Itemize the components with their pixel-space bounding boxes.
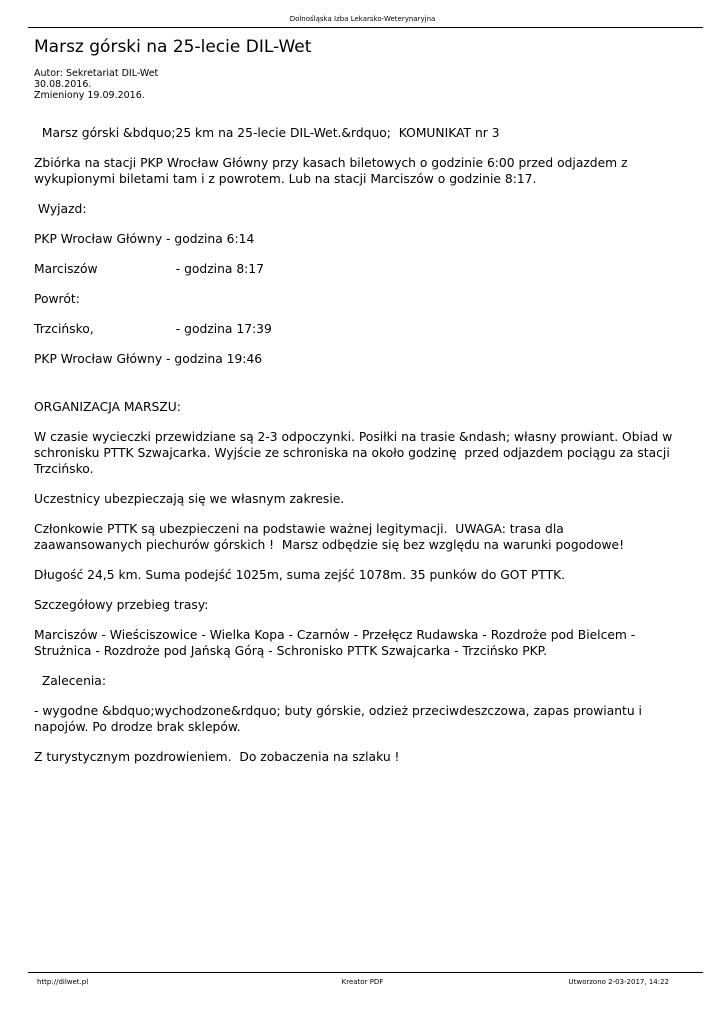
article-meta (34, 68, 158, 101)
paragraph: W czasie wycieczki przewidziane są 2-3 odpoczynki. Posiłki na trasie &ndash; własny prowiant. Obiad w schronisku PTTK Szwajcarka. Wyjście ze schroniska na około godzinę przed odjazdem pociągu za stacji Trzcińsko. (34, 430, 677, 476)
article-body (34, 125, 677, 779)
created-date: 30.08.2016. (34, 79, 92, 90)
author-line: Autor: Sekretariat DIL-Wet (34, 68, 159, 79)
section-heading: ORGANIZACJA MARSZU: (34, 400, 181, 414)
paragraph: Zbiórka na stacji PKP Wrocław Główny przy kasach biletowych o godzinie 6:00 przed odjazdem z wykupionymi biletami tam i z powrotem. Lub na stacji Marciszów o godzinie 8:17. (34, 156, 632, 186)
footer-divider (28, 972, 703, 973)
paragraph: Długość 24,5 km. Suma podejść 1025m, suma zejść 1078m. 35 punków do GOT PTTK. (34, 568, 566, 582)
footer-url: http://dilwet.pl (37, 978, 89, 986)
article-title: Marsz górski na 25-lecie DIL-Wet (34, 37, 312, 57)
paragraph: Z turystycznym pozdrowieniem. Do zobaczenia na szlaku ! (34, 750, 400, 764)
paragraph: Uczestnicy ubezpieczają się we własnym zakresie. (34, 492, 345, 506)
paragraph: Wyjazd: (34, 202, 87, 216)
modified-line: Zmieniony 19.09.2016. (34, 90, 145, 101)
footer-generator: Kreator PDF (341, 978, 384, 986)
footer-created: Utworzono 2-03-2017, 14:22 (568, 978, 669, 986)
paragraph: PKP Wrocław Główny - godzina 6:14 (34, 232, 255, 246)
paragraph: PKP Wrocław Główny - godzina 19:46 (34, 352, 263, 366)
paragraph: Zalecenia: (34, 674, 106, 688)
header-divider (28, 27, 703, 28)
paragraph: Trzcińsko, - godzina 17:39 (34, 322, 272, 336)
paragraph: Marciszów - godzina 8:17 (34, 262, 264, 276)
paragraph: Marciszów - Wieściszowice - Wielka Kopa - Czarnów - Przełęcz Rudawska - Rozdroże pod Bielcem - Strużnica - Rozdroże pod Jańską Górą - Schronisko PTTK Szwajcarka - Trzcińsko PKP. (34, 628, 640, 658)
paragraph: - wygodne &bdquo;wychodzone&rdquo; buty górskie, odzież przeciwdeszczowa, zapas prowiantu i napojów. Po drodze brak sklepów. (34, 704, 646, 734)
paragraph: Szczegółowy przebieg trasy: (34, 598, 209, 612)
paragraph: Marsz górski &bdquo;25 km na 25-lecie DIL-Wet.&rdquo; KOMUNIKAT nr 3 (34, 126, 500, 140)
page-header: Dolnośląska Izba Lekarsko-Weterynaryjna (289, 15, 436, 23)
paragraph: Członkowie PTTK są ubezpieczeni na podstawie ważnej legitymacji. UWAGA: trasa dla zaawansowanych piechurów górskich ! Marsz odbędzie się bez względu na warunki pogodowe! (34, 522, 625, 552)
paragraph: Powrót: (34, 292, 80, 306)
